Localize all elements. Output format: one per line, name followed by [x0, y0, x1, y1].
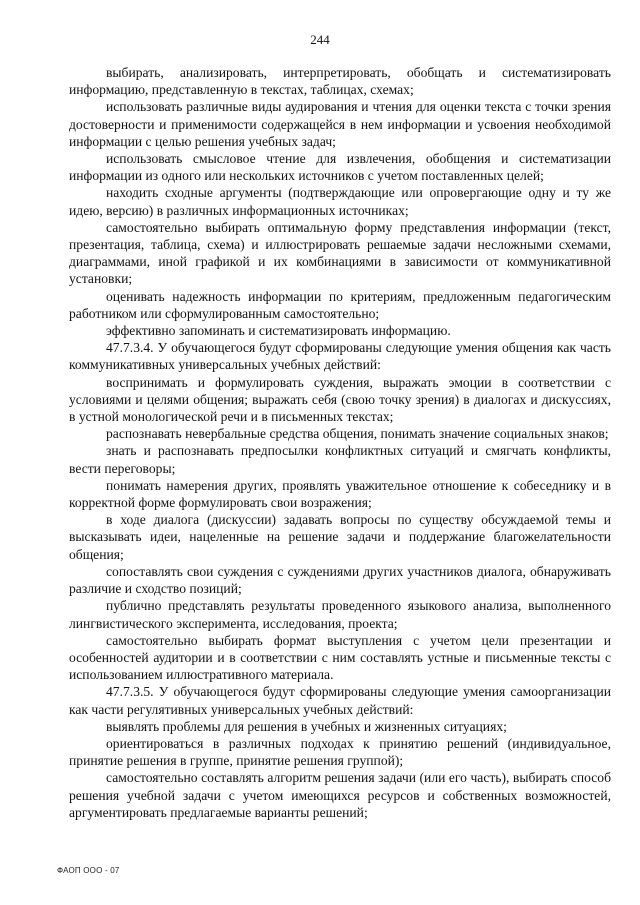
paragraph: понимать намерения других, проявлять уважительное отношение к собеседнику и в корректной форме формулировать свои возражения;	[69, 477, 611, 511]
paragraph: публично представлять результаты проведенного языкового анализа, выполненного лингвистического эксперимента, исследования, проекта;	[69, 598, 611, 631]
paragraph: использовать различные виды аудирования и чтения для оценки текста с точки зрения достоверности и применимости содержащейся в нем информации и усвоения необходимой информации с целью решения учебных задач;	[69, 99, 611, 149]
paragraph: в ходе диалога (дискуссии) задавать вопросы по существу обсуждаемой темы и высказывать идеи, нацеленные на решение задачи и поддержание благожелательности общения;	[69, 512, 611, 562]
paragraph: самостоятельно выбирать оптимальную форму представления информации (текст, презентация, таблица, схема) и иллюстрировать решаемые задачи несложными схемами, диаграммами, иной графикой и их комбинациями в зависимости от коммуникативной установки;	[69, 219, 611, 287]
paragraph: использовать смысловое чтение для извлечения, обобщения и систематизации информации из одного или нескольких источников с учетом поставленных целей;	[69, 151, 611, 184]
paragraph: воспринимать и формулировать суждения, выражать эмоции в соответствии с условиями и целями общения; выражать себя (свою точку зрения) в диалогах и дискуссиях, в устной монологической речи и в письменных текстах;	[69, 374, 611, 425]
paragraph: находить сходные аргументы (подтверждающие или опровергающие одну и ту же идею, версию) в различных информационных источниках;	[69, 185, 611, 218]
section-heading-47-7-3-5: 47.7.3.5. У обучающегося будут сформированы следующие умения самоорганизации как части регулятивных универсальных учебных действий:	[69, 684, 611, 717]
section-heading-47-7-3-4: 47.7.3.4. У обучающегося будут сформированы следующие умения общения как часть коммуникативных универсальных учебных действий:	[69, 340, 611, 373]
paragraph: сопоставлять свои суждения с суждениями других участников диалога, обнаруживать различие и сходство позиций;	[69, 563, 611, 597]
document-body	[69, 64, 611, 821]
paragraph: эффективно запоминать и систематизировать информацию.	[106, 323, 451, 339]
paragraph: оценивать надежность информации по критериям, предложенным педагогическим работником или сформулированным самостоятельно;	[69, 288, 611, 321]
paragraph: выбирать, анализировать, интерпретировать, обобщать и систематизировать информацию, представленную в текстах, таблицах, схемах;	[69, 65, 611, 98]
page-number: 244	[310, 32, 330, 47]
paragraph: самостоятельно выбирать формат выступления с учетом цели презентации и особенностей аудитории и в соответствии с ним составлять устные и письменные тексты с использованием иллюстративного материала.	[69, 632, 611, 683]
paragraph: ориентироваться в различных подходах к принятию решений (индивидуальное, принятие решения в группе, принятие решения группой);	[69, 735, 611, 769]
paragraph: распознавать невербальные средства общения, понимать значение социальных знаков;	[106, 426, 609, 442]
document-footer: ФАОП ООО - 07	[57, 866, 120, 875]
paragraph: самостоятельно составлять алгоритм решения задачи (или его часть), выбирать способ решения учебной задачи с учетом имеющихся ресурсов и собственных возможностей, аргументировать предлагаемые варианты решений;	[69, 770, 611, 820]
paragraph: выявлять проблемы для решения в учебных и жизненных ситуациях;	[106, 718, 507, 734]
paragraph: знать и распознавать предпосылки конфликтных ситуаций и смягчать конфликты, вести переговоры;	[69, 443, 611, 476]
